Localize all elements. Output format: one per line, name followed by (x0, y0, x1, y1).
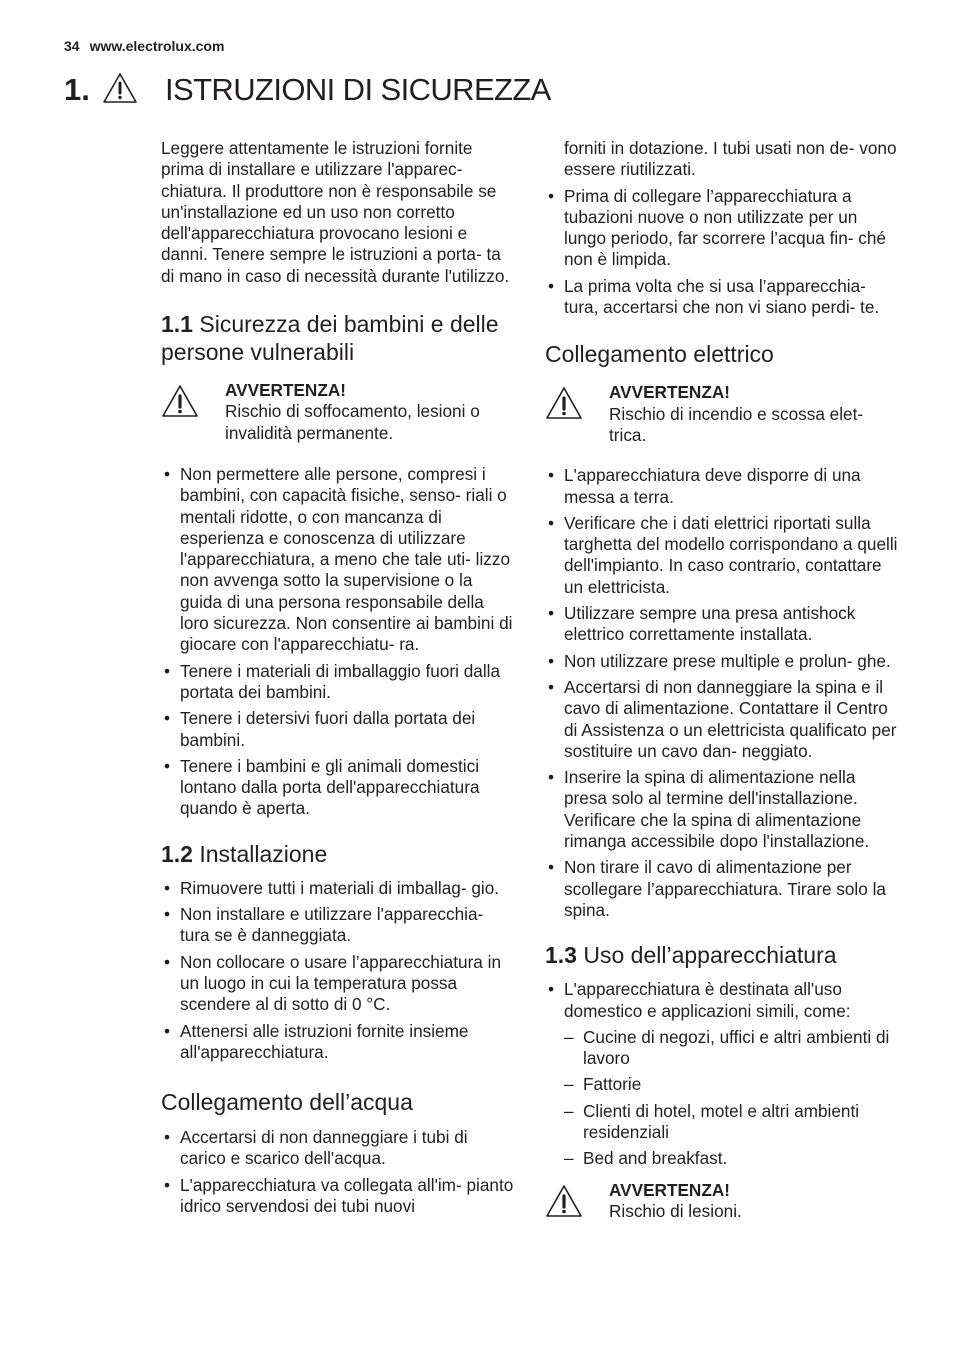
list-item: • Non tirare il cavo di alimentazione per scollegare l’apparecchiatura. Tirare solo la spina. (545, 857, 901, 921)
warning-triangle-icon (102, 72, 138, 109)
left-column (161, 138, 515, 1222)
warning-title: AVVERTENZA! (609, 382, 730, 403)
list-item: • Non installare e utilizzare l'apparecchia- tura se è danneggiata. (161, 904, 515, 947)
sub-list-item: – Clienti di hotel, motel e altri ambienti residenziali (564, 1101, 901, 1144)
warning-text: Rischio di lesioni. (609, 1200, 742, 1221)
list-item: • Non permettere alle persone, compresi i bambini, con capacità fisiche, senso- riali o mentali ridotte, o con mancanza di esperienza e conoscenza di utilizzare l'apparecchiatura, a meno che tale uti- lizzo non avvenga sotto la supervisione o la guida di una persona responsabile della loro sicurezza. Non consentire ai bambini di giocare con l'apparecchiatu- ra. (161, 464, 515, 656)
list-item: • Prima di collegare l’apparecchiatura a tubazioni nuove o non utilizzate per un lungo periodo, far scorrere l’acqua fin- ché non è limpida. (545, 186, 901, 271)
list-item: • Accertarsi di non danneggiare i tubi di carico e scarico dell'acqua. (161, 1127, 515, 1170)
list-item: • Rimuovere tutti i materiali di imballag- gio. (161, 878, 515, 899)
list-item: • Accertarsi di non danneggiare la spina e il cavo di alimentazione. Contattare il Centro di Assistenza o un elettricista qualificato per sostituire un cavo dan- neggiato. (545, 677, 901, 762)
warning-triangle-icon (545, 1180, 609, 1223)
section-1-3-heading: 1.3 Uso dell’apparecchiatura (545, 942, 837, 969)
sub-list-item: – Fattorie (564, 1074, 901, 1095)
electrical-connection-heading: Collegamento elettrico (545, 341, 774, 368)
list-item: • L'apparecchiatura va collegata all'im- pianto idrico servendosi dei tubi nuovi (161, 1175, 515, 1218)
list-item: • Non utilizzare prese multiple e prolun- ghe. (545, 651, 901, 672)
warning-text: Rischio di soffocamento, lesioni o invalidità permanente. (225, 401, 480, 443)
electrical-connection-list (545, 465, 901, 921)
warning-text: Rischio di incendio e scossa elet- trica. (609, 403, 864, 445)
list-item: • Verificare che i dati elettrici riportati sulla targhetta del modello corrispondano a quelli dell'impianto. In caso contrario, contattare un elettricista. (545, 513, 901, 598)
section-1-2-heading: 1.2 Installazione (161, 840, 328, 867)
warning-triangle-icon (545, 382, 609, 446)
warning-block (545, 382, 901, 446)
chapter-title-text: ISTRUZIONI DI SICUREZZA (165, 72, 551, 107)
sub-list-item: – Bed and breakfast. (564, 1148, 901, 1169)
intro-paragraph: Leggere attentamente le istruzioni fornite prima di installare e utilizzare l'apparec- chiatura. Il produttore non è responsabile se un'installazione ed un uso non corretto dell'apparecchiatura provocano lesioni e danni. Tenere sempre le istruzioni a porta- ta di mano in caso di necessità durante l'utilizzo. (161, 138, 510, 286)
list-item: • Tenere i materiali di imballaggio fuori dalla portata dei bambini. (161, 661, 515, 704)
list-item: • L'apparecchiatura deve disporre di una messa a terra. (545, 465, 901, 508)
section-1-2-list (161, 878, 515, 1063)
list-item: • L'apparecchiatura è destinata all'uso domestico e applicazioni simili, come: – Cucine di negozi, uffici e altri ambienti di lavoro – Fattorie – Clienti di hotel, motel e altri ambienti residenziali – Bed and breakfast. (545, 979, 901, 1169)
page-number: 34 (64, 38, 80, 54)
continued-list-text: forniti in dotazione. I tubi usati non de- vono essere riutilizzati. (564, 138, 897, 180)
list-item: • Tenere i bambini e gli animali domestici lontano dalla porta dell'apparecchiatura quando è aperta. (161, 756, 515, 820)
warning-title: AVVERTENZA! (225, 380, 346, 401)
list-item: • Non collocare o usare l’apparecchiatura in un luogo in cui la temperatura possa scendere al di sotto di 0 °C. (161, 952, 515, 1016)
list-item: • La prima volta che si usa l’apparecchia- tura, accertarsi che non vi siano perdi- te. (545, 276, 901, 319)
chapter-number: 1. (64, 72, 90, 107)
website-url: www.electrolux.com (89, 38, 225, 54)
list-item: • Utilizzare sempre una presa antishock elettrico correttamente installata. (545, 603, 901, 646)
water-connection-list (161, 1127, 515, 1217)
list-item: • Attenersi alle istruzioni fornite insieme all'apparecchiatura. (161, 1021, 515, 1064)
warning-triangle-icon (161, 380, 225, 444)
section-1-1-list (161, 464, 515, 820)
right-column (545, 138, 901, 1223)
warning-block (545, 1180, 901, 1223)
section-1-3-list (545, 979, 901, 1169)
water-connection-heading: Collegamento dell’acqua (161, 1089, 413, 1116)
section-1-1-heading: 1.1 Sicurezza dei bambini e delle persone vulnerabili (161, 311, 499, 366)
water-connection-list-cont (545, 186, 901, 319)
page-header (64, 38, 224, 54)
chapter-title (64, 70, 551, 110)
list-item: • Tenere i detersivi fuori dalla portata dei bambini. (161, 708, 515, 751)
warning-block (161, 380, 515, 444)
sub-list (564, 1027, 901, 1170)
sub-list-item: – Cucine di negozi, uffici e altri ambienti di lavoro (564, 1027, 901, 1070)
warning-title: AVVERTENZA! (609, 1179, 730, 1200)
list-item: • Inserire la spina di alimentazione nella presa solo al termine dell'installazione. Verificare che la spina di alimentazione rimanga accessibile dopo l'installazione. (545, 767, 901, 852)
